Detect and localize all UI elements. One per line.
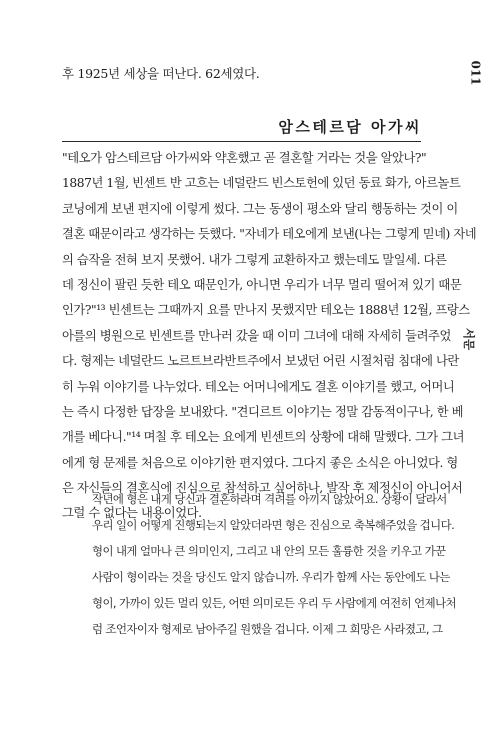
body-line: 아를의 병원으로 빈센트를 만나러 갔을 때 이미 그녀에 대해 자세히 들려주었 bbox=[62, 328, 451, 343]
quote-line: 형이, 가까이 있든 멀리 있든, 어떤 의미로든 우리 두 사람에게 여전히 언제나처 bbox=[92, 596, 456, 610]
body-line: "테오가 암스테르담 아가씨와 약혼했고 곧 결혼할 거라는 것을 알았나?" bbox=[62, 151, 427, 165]
body-line: 는 즉시 다정한 답장을 보내왔다. "견디르트 이야기는 정말 감동적이구나, 한 베 bbox=[62, 404, 464, 419]
body-line: 개를 베다니."¹⁴ 며칠 후 테오는 요에게 빈센트의 상황에 대해 말했다. 그가 그녀 bbox=[62, 430, 464, 445]
title-divider bbox=[62, 141, 421, 142]
body-line: 에게 형 문제를 처음으로 이야기한 편지였다. 그다지 좋은 소식은 아니었다. 형 bbox=[62, 455, 458, 470]
section-title: 암스테르담 아가씨 bbox=[278, 118, 422, 136]
body-line: 코닝에게 보낸 편지에 이렇게 썼다. 그는 동생이 평소와 달리 행동하는 것이 이 bbox=[62, 201, 458, 216]
body-line: 히 누워 이야기를 나누었다. 테오는 어머니에게도 결혼 이야기를 했고, 어머니 bbox=[62, 379, 455, 394]
block-quote bbox=[92, 486, 456, 642]
body-line: 은 자신들의 결혼식에 진심으로 참석하고 싶어하나, 발작 후 제정신이 아니어서 bbox=[62, 481, 463, 496]
chapter-side-label: 서문 bbox=[462, 327, 477, 351]
body-line: 결혼 때문이라고 생각하는 듯했다. "자네가 테오에게 보낸(나는 그렇게 믿네) 자네 bbox=[62, 227, 477, 242]
body-line: 인가?"¹³ 빈센트는 그때까지 요를 만나지 못했지만 테오는 1888년 12월, 프랑스 bbox=[62, 303, 470, 318]
quote-line: 형이 내게 얼마나 큰 의미인지, 그리고 내 안의 모든 훌륭한 것을 키우고 가꾼 bbox=[92, 544, 446, 558]
body-line: 데 정신이 팔린 듯한 테오 때문인가, 아니면 우리가 너무 멀리 떨어져 있기 때문 bbox=[62, 277, 462, 292]
quote-line: 럼 조언자이자 형제로 남아주길 원했을 겁니다. 이제 그 희망은 사라졌고, 그 bbox=[92, 622, 443, 636]
body-line: 의 습작을 전혀 보지 못했어. 내가 그렇게 교환하자고 했는데도 말일세. 다른 bbox=[62, 252, 447, 267]
page-number: 011 bbox=[468, 60, 483, 86]
continued-text-line: 후 1925년 세상을 떠난다. 62세였다. bbox=[62, 66, 260, 81]
quote-line: 작년에 형은 내게 당신과 결혼하라며 격려를 아끼지 않았어요. 상황이 달라서 bbox=[92, 492, 447, 506]
body-line: 1887년 1월, 빈센트 반 고흐는 네덜란드 빈스토헌에 있던 동료 화가, 아르놀트 bbox=[62, 176, 461, 191]
quote-line: 우리 일이 어떻게 진행되는지 알았더라면 형은 진심으로 축복해주었을 겁니다. bbox=[92, 518, 455, 532]
quote-line: 사람이 형이라는 것을 당신도 알지 않습니까. 우리가 함께 사는 동안에도 나는 bbox=[92, 570, 450, 584]
body-line: 그럴 수 없다는 내용이었다. bbox=[62, 506, 202, 521]
body-line: 다. 형제는 네덜란드 노르트브라반트주에서 보냈던 어린 시절처럼 침대에 나란 bbox=[62, 354, 459, 369]
